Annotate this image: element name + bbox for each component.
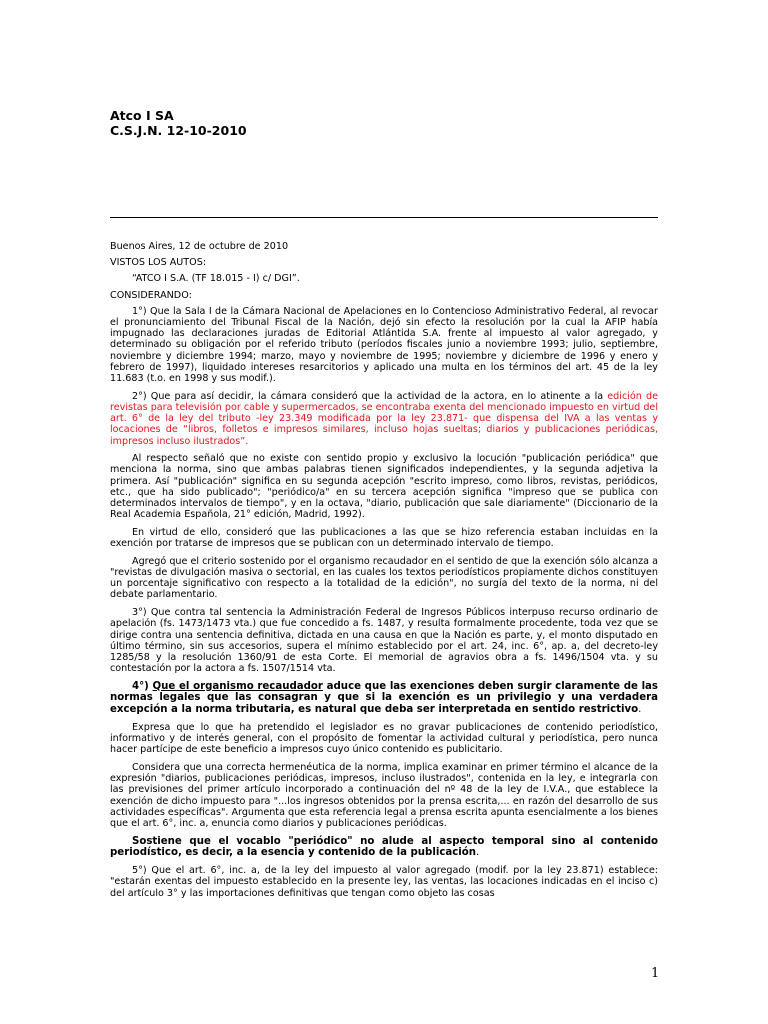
paragraph-8: Expresa que lo que ha pretendido el legislador es no gravar publicaciones de contenido periodístico, informativo y de interés general, con el propósito de fomentar la actividad cultural y periodística, pero nunca hacer partícipe de este beneficio a impresos cuyo único contenido es publicitario. [110, 721, 658, 756]
paragraph-7-underlined: Que el organismo recaudador [152, 680, 323, 692]
header-divider [110, 217, 658, 218]
paragraph-10-text: Sostiene que el vocablo "periódico" no alude al aspecto temporal sino al contenido periodístico, es decir, a la esencia y contenido de la publicación [110, 835, 658, 859]
paragraph-3: Al respecto señaló que no existe con sentido propio y exclusivo la locución "publicación periódica" que menciona la norma, sino que ambas palabras tienen significados independientes, y la segunda adjetiva la primera. Así "publicación" significa en su segunda acepción "escrito impreso, como libros, revistas, periódicos, etc., que ha sido publicado"; "periódico/a" en su tercera acepción significa "impreso que se publica con determinados intervalos de tiempo", y en la octava, "diario, publicación que sale diariamente" (Diccionario de la Real Academia Española, 21° edición, Madrid, 1992). [110, 453, 658, 521]
paragraph-5: Agregó que el criterio sostenido por el organismo recaudador en el sentido de que la exención sólo alcanza a "revistas de divulgación masiva o sectorial, en las cuales los textos periodísticos propiamente dichos constituyen un porcentaje significativo con respecto a la totalidad de la edición", no surgía del texto de la norma, ni del debate parlamentario. [110, 555, 658, 601]
document-body [110, 241, 658, 905]
paragraph-10-period: . [476, 847, 480, 859]
place-date-line: Buenos Aires, 12 de octubre de 2010 [110, 241, 289, 252]
paragraph-10 [110, 836, 658, 859]
case-caption: “ATCO I S.A. (TF 18.015 - I) c/ DGI”. [132, 273, 300, 285]
page-number: 1 [651, 966, 660, 981]
paragraph-7-period: . [638, 703, 642, 715]
paragraph-2-highlight: edición de revistas para televisión por cable y supermercados, se encontraba exenta del mencionado impuesto en virtud del art. 6° de la ley del tributo -ley 23.349 modificada por la ley 23.871- que dispensa del IVA a las ventas y locaciones de “libros, folletos e impresos similares, incluso hojas sueltas; diarios y publicaciones periódicas, impresos incluso ilustrados”. [110, 390, 658, 447]
court-date-heading: C.S.J.N. 12-10-2010 [110, 123, 247, 138]
vistos-heading: VISTOS LOS AUTOS: [110, 257, 207, 269]
paragraph-6: 3°) Que contra tal sentencia la Administración Federal de Ingresos Públicos interpuso recurso ordinario de apelación (fs. 1473/1473 vta.) que fue concedido a fs. 1487, y resulta formalmente procedente, toda vez que se dirige contra una sentencia definitiva, dictada en una causa en que la Nación es parte, y, el monto disputado en último término, sin sus accesorios, supera el mínimo establecido por el art. 24, inc. 6°, ap. a, del decreto-ley 1285/58 y la resolución 1360/91 de esta Corte. El memorial de agravios obra a fs. 1496/1504 vta. y su contestación por la actora a fs. 1507/1514 vta. [110, 607, 658, 675]
paragraph-9: Considera que una correcta hermenéutica de la norma, implica examinar en primer término el alcance de la expresión "diarios, publicaciones periódicas, impresos, incluso ilustrados", contenida en la ley, e integrarla con las previsiones del primer artículo incorporado a continuación del nº 48 de la ley de I.V.A., que establece la exención de dicho impuesto para "...los ingresos obtenidos por la prensa escrita,... en razón del desarrollo de sus actividades específicas". Argumenta que esta referencia legal a prensa escrita apunta esencialmente a los bienes que el art. 6°, inc. a, enuncia como diarios y publicaciones periódicas. [110, 762, 658, 830]
paragraph-1: 1°) Que la Sala I de la Cámara Nacional de Apelaciones en lo Contencioso Administrativo Federal, al revocar el pronunciamiento del Tribunal Fiscal de la Nación, dejó sin efecto la resolución por la cual la AFIP había impugnado las declaraciones juradas de Editorial Atlántida S.A. frente al impuesto al valor agregado, y determinado su obligación por el referido tributo (períodos fiscales junio a noviembre 1993; julio, septiembre, noviembre y diciembre 1994; marzo, mayo y noviembre de 1995; noviembre y diciembre de 1996 y enero y febrero de 1997), liquidado intereses resarcitorios y aplicado una multa en los términos del art. 45 de la ley 11.683 (t.o. en 1998 y sus modif.). [110, 305, 658, 385]
paragraph-2 [110, 391, 658, 447]
considerando-heading: CONSIDERANDO: [110, 289, 192, 301]
document-header [110, 108, 247, 138]
paragraph-7-text: aduce que las exenciones deben surgir claramente de las normas legales que las consagran y que si la exención es un privilegio y una verdadera excepción a la norma tributaria, es natural que deba ser interpretada en sentido restrictivo [110, 680, 658, 715]
paragraph-7 [110, 681, 658, 716]
paragraph-2-intro: 2°) Que para así decidir, la cámara consideró que la actividad de la actora, en lo atinente a la [132, 390, 604, 402]
paragraph-11: 5°) Que el art. 6°, inc. a, de la ley del impuesto al valor agregado (modif. por la ley 23.871) establece: "estarán exentas del impuesto establecido en la presente ley, las ventas, las locaciones indicadas en el inciso c) del artículo 3° y las importaciones definitivas que tengan como objeto las cosas [110, 865, 658, 899]
case-title-heading: Atco I SA [110, 108, 174, 123]
paragraph-4: En virtud de ello, consideró que las publicaciones a las que se hizo referencia estaban incluidas en la exención por tratarse de impresos que se publican con un determinado intervalo de tiempo. [110, 526, 658, 550]
paragraph-7-number: 4°) [132, 680, 153, 692]
